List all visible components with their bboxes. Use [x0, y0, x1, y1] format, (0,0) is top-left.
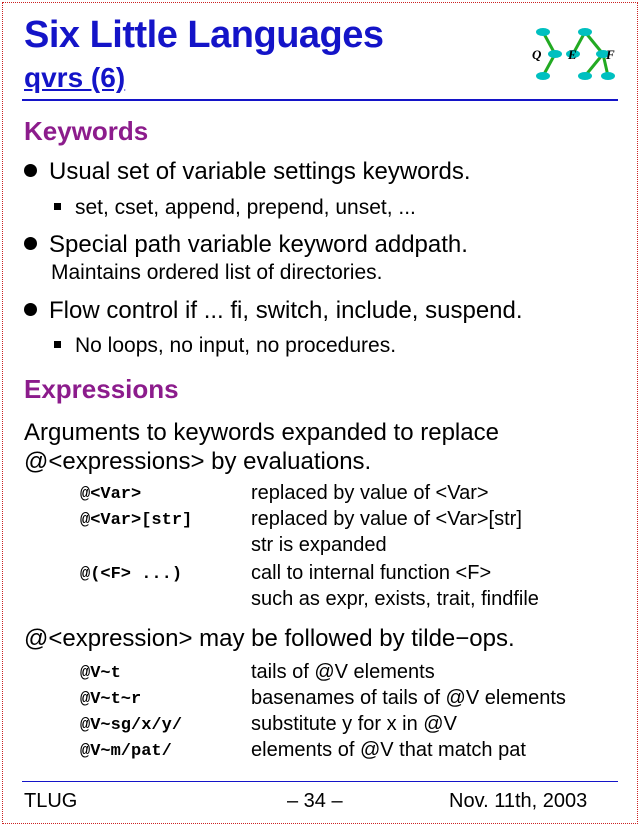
tilde-op-code: @V~t	[80, 664, 121, 683]
footer-rule	[22, 781, 618, 782]
tilde-op-code: @V~t~r	[80, 690, 142, 709]
tilde-op-code: @V~sg/x/y/	[80, 716, 183, 735]
sub-bullet-item: No loops, no input, no procedures.	[54, 334, 396, 358]
bullet-item: Flow control if ... fi, switch, include, suspend.	[24, 297, 523, 325]
expression-desc: call to internal function <F>	[251, 562, 492, 584]
expression-desc-cont: such as expr, exists, trait, findfile	[251, 588, 539, 610]
bullet-dot-icon	[24, 164, 37, 177]
tilde-op-code: @V~m/pat/	[80, 742, 172, 761]
logo-label-q: Q	[532, 47, 542, 62]
tilde-op-desc: substitute y for x in @V	[251, 713, 457, 735]
bullet-dot-icon	[24, 303, 37, 316]
footer-date: Nov. 11th, 2003	[449, 790, 588, 812]
logo-label-e: E	[568, 47, 577, 62]
expression-desc: replaced by value of <Var>[str]	[251, 508, 522, 530]
header-rule	[22, 99, 618, 101]
expression-code: @<Var>[str]	[80, 511, 193, 530]
square-bullet-icon	[54, 203, 61, 210]
expression-code: @(<F> ...)	[80, 565, 183, 584]
bullet-item: Usual set of variable settings keywords.	[24, 158, 471, 186]
footer-left: TLUG	[24, 790, 78, 812]
footer-page-number: – 34 –	[287, 790, 343, 812]
expression-desc-cont: str is expanded	[251, 534, 387, 556]
expression-desc: replaced by value of <Var>	[251, 482, 489, 504]
tilde-op-desc: elements of @V that match pat	[251, 739, 526, 761]
bullet-continuation: Maintains ordered list of directories.	[51, 261, 383, 284]
section-heading-expressions: Expressions	[24, 374, 179, 404]
bullet-dot-icon	[24, 237, 37, 250]
square-bullet-icon	[54, 341, 61, 348]
expression-code: @<Var>	[80, 485, 142, 504]
section-heading-keywords: Keywords	[24, 116, 149, 146]
slide-title: Six Little Languages	[24, 14, 384, 56]
bullet-item: Special path variable keyword addpath. Maintains ordered list of directories.	[24, 231, 468, 287]
qef-logo	[528, 26, 618, 84]
sub-bullet-item: set, cset, append, prepend, unset, ...	[54, 196, 416, 220]
expressions-intro: Arguments to keywords expanded to replace @<expressions> by evaluations.	[24, 419, 499, 475]
tilde-op-desc: basenames of tails of @V elements	[251, 687, 566, 709]
tilde-intro: @<expression> may be followed by tilde−ops.	[24, 625, 515, 652]
logo-label-f: F	[606, 47, 615, 62]
tilde-op-desc: tails of @V elements	[251, 661, 435, 683]
slide-subtitle: qvrs (6)	[24, 62, 126, 93]
